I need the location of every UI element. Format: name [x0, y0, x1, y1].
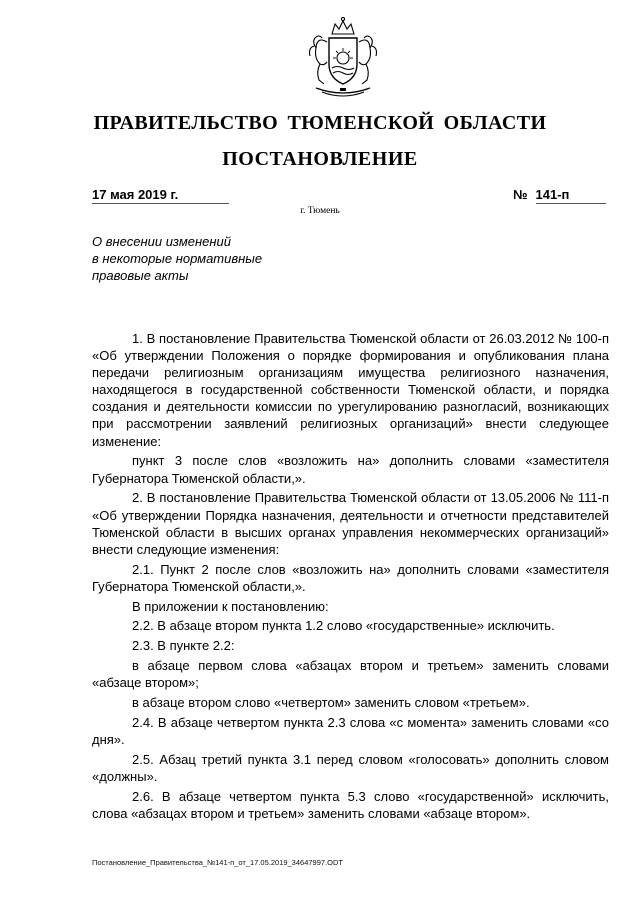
paragraph: пункт 3 после слов «возложить на» дополнить словами «заместителя Губернатора Тюменской области,». [92, 453, 609, 486]
government-title: ПРАВИТЕЛЬСТВО ТЮМЕНСКОЙ ОБЛАСТИ [93, 112, 547, 134]
document-type: ПОСТАНОВЛЕНИЕ [222, 148, 418, 170]
subject-line: в некоторые нормативные [92, 251, 263, 266]
paragraph: 2. В постановление Правительства Тюменской области от 13.05.2006 № 111-п «Об утверждении Порядка назначения, деятельности и отчетности представителей Тюменской области в высших органах управления некоммерческих организаций» внести следующие изменения: [92, 490, 609, 557]
paragraph: 2.2. В абзаце втором пункта 1.2 слово «государственные» исключить. [132, 618, 555, 634]
paragraph: 2.1. Пункт 2 после слов «возложить на» дополнить словами «заместителя Губернатора Тюменской области,». [92, 561, 609, 594]
number-sign: № [513, 187, 528, 202]
coat-of-arms-icon [302, 12, 384, 100]
paragraph: 1. В постановление Правительства Тюменской области от 26.03.2012 № 100-п «Об утверждении Положения о порядке формирования и опубликования плана передачи религиозным организациям имущества религиозного назначения, находящегося в государственной собственности Тюменской области, и порядка создания и деятельности комиссии по урегулированию разногласий, возникающих при рассмотрении заявлений религиозных организаций» внести следующее изменение: [92, 331, 609, 449]
document-body [92, 330, 609, 825]
paragraph: в абзаце первом слова «абзацах втором и третьем» заменить словами «абзаце втором»; [92, 658, 609, 691]
document-date: 17 мая 2019 г. [92, 187, 229, 204]
city: г. Тюмень [300, 206, 340, 216]
subject-line: правовые акты [92, 268, 189, 283]
document-number [513, 187, 606, 204]
paragraph: 2.4. В абзаце четвертом пункта 2.3 слова «с момента» заменить словами «со дня». [92, 715, 609, 748]
subject-line: О внесении изменений [92, 234, 231, 249]
paragraph: 2.5. Абзац третий пункта 3.1 перед словом «голосовать» дополнить словом «должны». [92, 752, 609, 785]
paragraph: 2.3. В пункте 2.2: [132, 638, 235, 654]
file-footer: Постановление_Правительства_№141-п_от_17.05.2019_34647997.ODT [92, 858, 343, 867]
paragraph: В приложении к постановлению: [132, 598, 329, 614]
document-subject [92, 233, 312, 284]
number-value: 141-п [536, 187, 606, 204]
paragraph: 2.6. В абзаце четвертом пункта 5.3 слово «государственной» исключить, слова «абзацах втором и третьем» заменить словами «абзаце втором». [92, 789, 609, 822]
paragraph: в абзаце втором слово «четвертом» заменить словом «третьем». [132, 695, 530, 711]
